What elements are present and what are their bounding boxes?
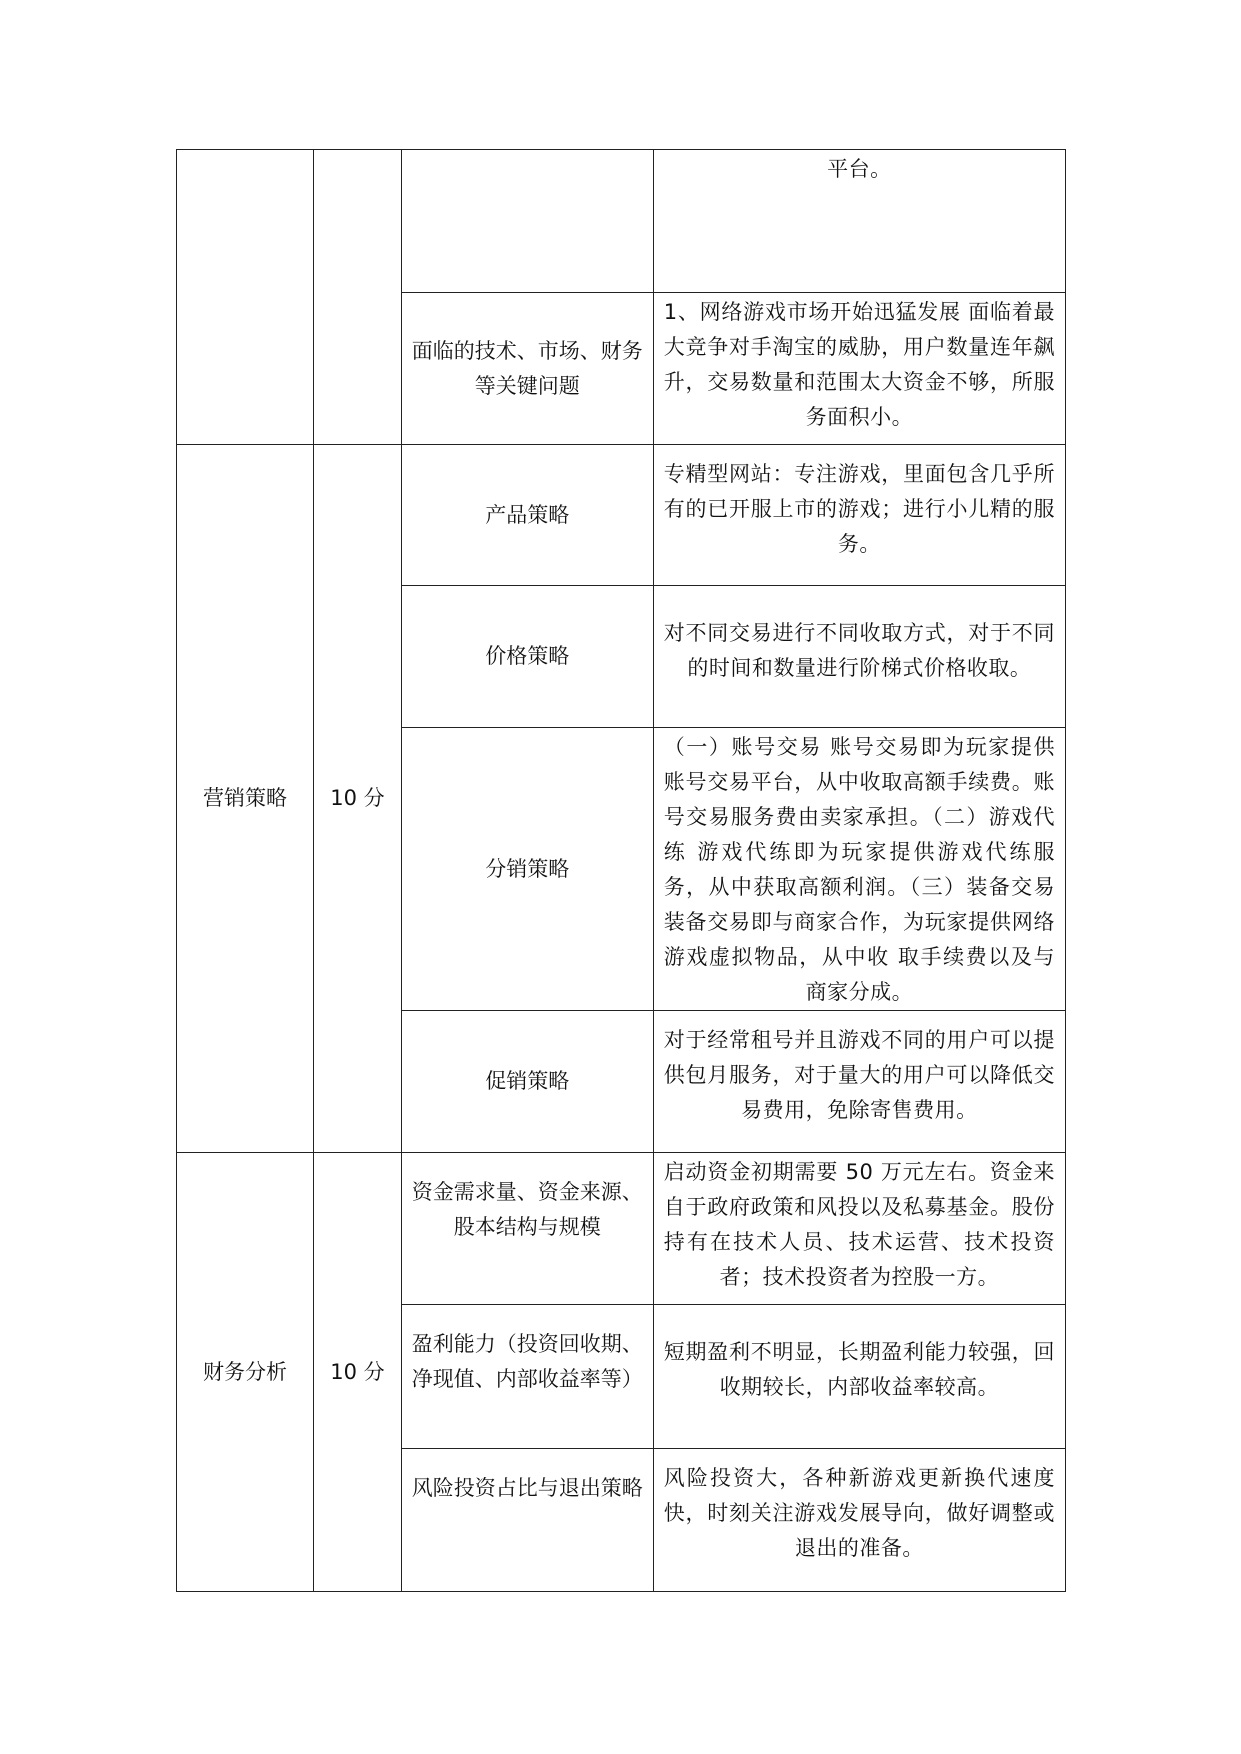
key-issues-label: 面临的技术、市场、财务等关键问题: [411, 338, 643, 398]
table-row: [177, 445, 1066, 586]
category-cell-empty: [177, 150, 314, 445]
item-cell: [401, 1305, 653, 1449]
item-cell: [401, 293, 653, 445]
content-cell: [653, 586, 1065, 728]
content-cell: [653, 445, 1065, 586]
score-cell: [314, 1153, 402, 1592]
content-cell: [653, 1449, 1065, 1592]
content-cell: [653, 728, 1065, 1011]
finance-score: 10 分: [330, 1359, 385, 1384]
venture-exit-text: 风险投资大，各种新游戏更新换代速度快，时刻关注游戏发展导向，做好调整或退出的准备。: [663, 1466, 1055, 1560]
item-cell: [401, 1449, 653, 1592]
marketing-score: 10 分: [330, 786, 385, 810]
item-cell-empty: [401, 150, 653, 293]
finance-category: 财务分析: [203, 1359, 288, 1384]
item-cell: [401, 445, 653, 586]
platform-tail-text: 平台。: [827, 157, 892, 181]
product-strategy-label: 产品策略: [485, 502, 570, 527]
item-cell: [401, 586, 653, 728]
table-row: [177, 150, 1066, 293]
score-cell-empty: [314, 150, 402, 445]
distribution-strategy-label: 分销策略: [485, 856, 570, 881]
promotion-strategy-text: 对于经常租号并且游戏不同的用户可以提供包月服务，对于量大的用户可以降低交易费用，免除寄售费用。: [663, 1028, 1055, 1122]
profitability-label: 盈利能力（投资回收期、净现值、内部收益率等）: [411, 1332, 643, 1391]
content-cell: [653, 293, 1065, 445]
item-cell: [401, 1153, 653, 1305]
promotion-strategy-label: 促销策略: [485, 1069, 570, 1093]
capital-structure-label: 资金需求量、资金来源、股本结构与规模: [411, 1180, 643, 1239]
profitability-text: 短期盈利不明显，长期盈利能力较强，回收期较长，内部收益率较高。: [663, 1340, 1055, 1399]
capital-structure-text: 启动资金初期需要 50 万元左右。资金来自于政府政策和风投以及私募基金。股份持有在技术人员、技术运营、技术投资者；技术投资者为控股一方。: [663, 1160, 1055, 1289]
price-strategy-label: 价格策略: [485, 644, 570, 668]
table-row: [177, 1153, 1066, 1305]
venture-exit-label: 风险投资占比与退出策略: [411, 1476, 643, 1500]
item-cell: [401, 1011, 653, 1153]
category-cell: [177, 1153, 314, 1592]
score-cell: [314, 445, 402, 1153]
distribution-strategy-text: （一）账号交易 账号交易即为玩家提供账号交易平台，从中收取高额手续费。账号交易服务费由卖家承担。（二）游戏代练 游戏代练即为玩家提供游戏代练服务，从中获取高额利润。（三）装备交易 装备交易即与商家合作，为玩家提供网络游戏虚拟物品，从中收 取手续费以及与商家分成。: [663, 735, 1055, 1004]
key-issues-text: 1、网络游戏市场开始迅猛发展 面临着最大竞争对手淘宝的威胁，用户数量连年飙升，交易数量和范围太大资金不够，所服务面积小。: [663, 300, 1055, 429]
content-cell: [653, 150, 1065, 293]
item-cell: [401, 728, 653, 1011]
price-strategy-text: 对不同交易进行不同收取方式，对于不同的时间和数量进行阶梯式价格收取。: [663, 621, 1055, 680]
evaluation-table: [176, 149, 1066, 1592]
product-strategy-text: 专精型网站：专注游戏，里面包含几乎所有的已开服上市的游戏；进行小儿精的服务。: [663, 462, 1055, 556]
content-cell: [653, 1305, 1065, 1449]
category-cell: [177, 445, 314, 1153]
content-cell: [653, 1153, 1065, 1305]
marketing-category: 营销策略: [203, 786, 288, 810]
content-cell: [653, 1011, 1065, 1153]
